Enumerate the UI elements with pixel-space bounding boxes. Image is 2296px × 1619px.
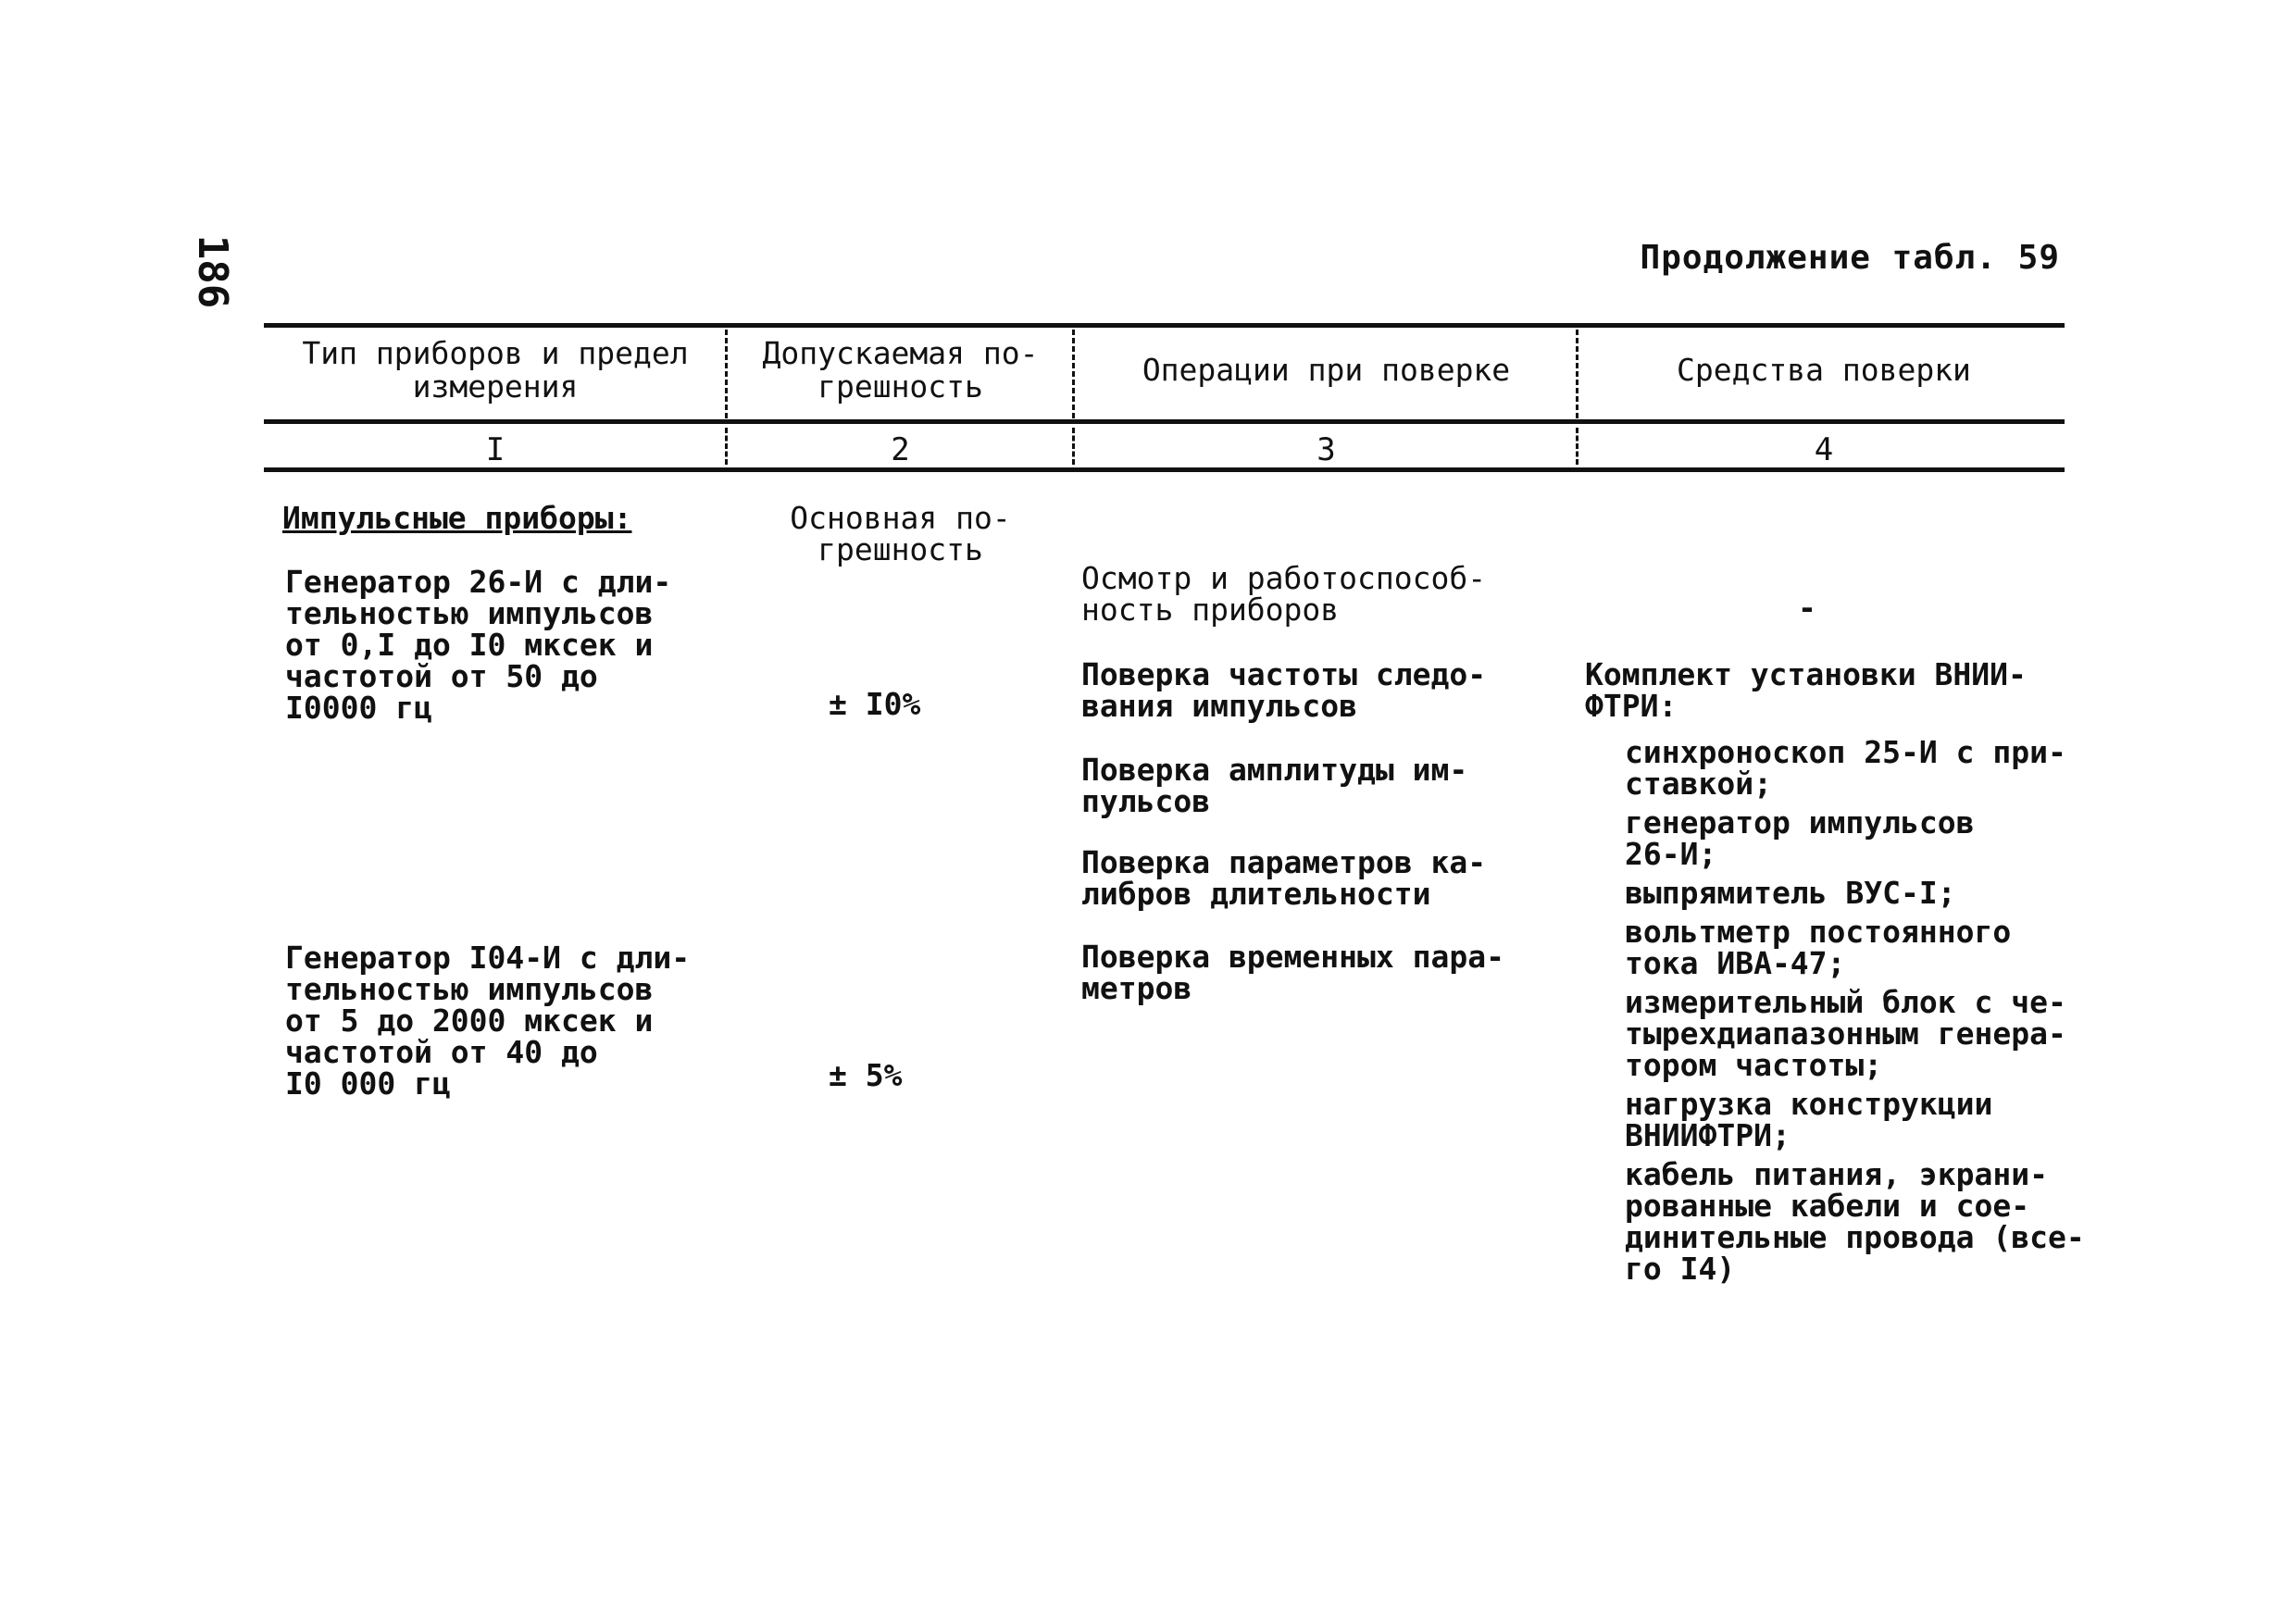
table-top-rule [264, 323, 2065, 328]
number-separator-2 [1072, 428, 1075, 465]
column-separator-1 [725, 330, 728, 418]
column-separator-2 [1072, 330, 1075, 418]
header-allowed-error: Допускаемая по- грешность [762, 335, 1039, 405]
list-item: вольтметр постоянного тока ИВА-47; [1625, 914, 2012, 981]
header-bottom-rule [264, 419, 2065, 424]
number-separator-3 [1576, 428, 1578, 465]
page-number: 186 [189, 234, 237, 309]
column-number-4: 4 [1814, 431, 1834, 468]
operation-time-params: Поверка временных пара- метров [1081, 939, 1504, 1006]
basic-error-label: Основная по- грешность [790, 500, 1011, 567]
list-item: синхроноскоп 25-И с при- ставкой; [1625, 734, 2066, 802]
number-separator-1 [725, 428, 728, 465]
operation-amplitude: Поверка амплитуды им- пульсов [1081, 752, 1468, 819]
device-generator-104i: Генератор I04-И с дли- тельностью импульсов от 5 до 2000 мксек и частотой от 40 до I0 000 гц [285, 940, 691, 1102]
header-means: Средства поверки [1677, 352, 1971, 388]
list-item: генератор импульсов 26-И; [1625, 804, 1975, 872]
operation-calibration: Поверка параметров ка- либров длительности [1081, 844, 1487, 912]
list-item: кабель питания, экрани- рованные кабели и сое- динительные провода (все- го I4) [1625, 1156, 2085, 1287]
header-device-type: Тип приборов и предел измерения [302, 335, 689, 405]
table-continuation-title: Продолжение табл. 59 [1640, 239, 2060, 277]
header-operations: Операции при поверке [1142, 352, 1511, 388]
set-title: Комплект установки ВНИИ- ФТРИ: [1585, 656, 2027, 724]
operation-inspection: Осмотр и работоспособ- ность приборов [1081, 560, 1487, 628]
no-means-dash: - [1798, 590, 1816, 626]
list-item: выпрямитель ВУС-I; [1625, 875, 1956, 911]
tolerance-104i: ± 5% [829, 1057, 903, 1093]
tolerance-26i: ± I0% [829, 686, 921, 722]
list-item: измерительный блок с че- тырехдиапазонным генера- тором частоты; [1625, 984, 2066, 1083]
column-number-3: 3 [1316, 431, 1336, 468]
list-item: нагрузка конструкции ВНИИФТРИ; [1625, 1086, 1993, 1153]
device-generator-26i: Генератор 26-И с дли- тельностью импульсов от 0,I до I0 мксек и частотой от 50 до I0000 гц [285, 564, 672, 726]
operation-frequency: Поверка частоты следо- вания импульсов [1081, 656, 1487, 724]
column-number-2: 2 [891, 431, 910, 468]
column-separator-3 [1576, 330, 1578, 418]
column-number-1: I [485, 431, 505, 468]
section-title: Импульсные приборы: [282, 500, 632, 536]
means-list [1625, 734, 2129, 1292]
